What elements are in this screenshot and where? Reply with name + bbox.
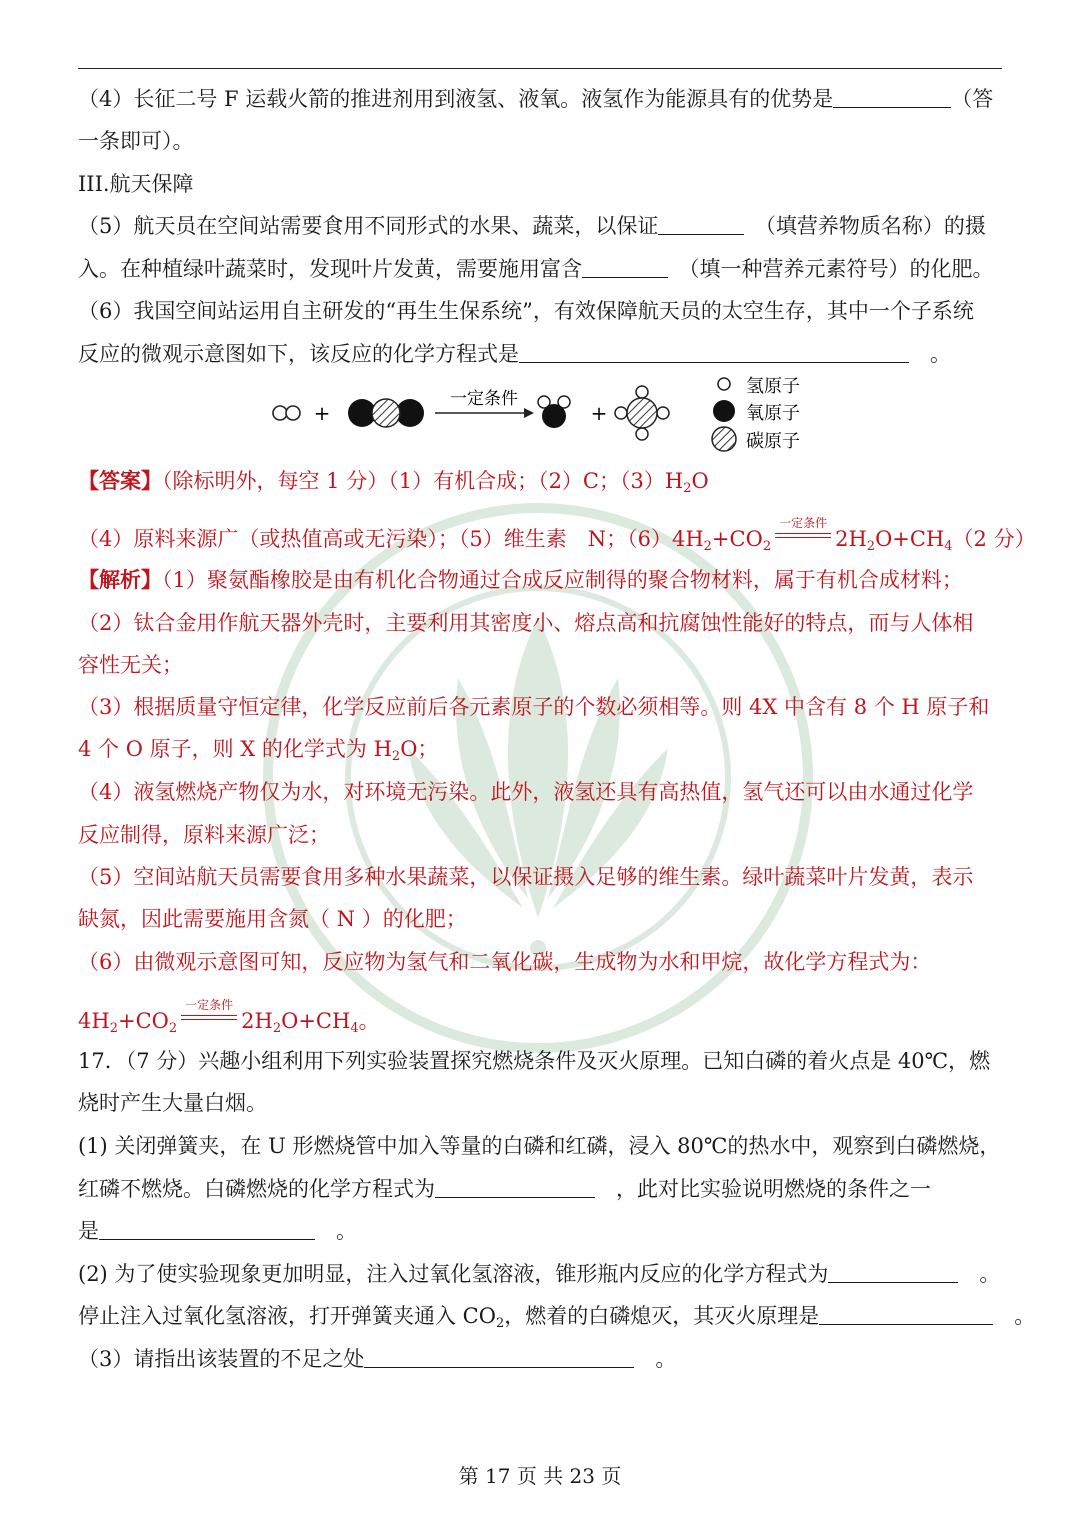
- legend-hydrogen: 氢原子: [746, 376, 800, 397]
- q17-part2-line2: 停止注入过氧化氢溶液，打开弹簧夹通入 $CO_2$，燃着的白磷熄灭，其灭火原理是 。: [78, 1304, 1036, 1331]
- q17-line1: 17．（7 分）兴趣小组利用下列实验装置探究燃烧条件及灭火原理。已知白磷的着火点是 40℃，燃: [78, 1049, 991, 1073]
- legend: [712, 376, 800, 452]
- analysis-line4: （3）根据质量守恒定律，化学反应前后各元素原子的个数必须相等。则 4X 中含有 8 个 H 原子和: [78, 695, 990, 719]
- analysis-line3: 容性无关；: [78, 653, 183, 677]
- q16-part4-line2: 一条即可）。: [78, 129, 194, 153]
- plus-sign: +: [590, 401, 608, 425]
- legend-oxygen: 氧原子: [746, 403, 800, 424]
- q16-part5-line1: （5）航天员在空间站需要食用不同形式的水果、蔬菜，以保证 （填营养物质名称）的摄: [78, 214, 986, 238]
- answer-blank[interactable]: [833, 85, 951, 108]
- q17-part1-line2: 红磷不燃烧。白磷燃烧的化学方程式为 ，此对比实验说明燃烧的条件之一: [78, 1177, 931, 1201]
- reaction-condition: 一定条件: [177, 1008, 241, 1028]
- analysis-line9: 缺氮，因此需要施用含氮（ N ）的化肥；: [78, 907, 467, 931]
- ch4-molecule-icon: [615, 386, 669, 440]
- h2o-molecule-icon: [538, 396, 570, 428]
- answer-blank[interactable]: [658, 212, 744, 235]
- answer-blank[interactable]: [435, 1175, 595, 1198]
- analysis-line10: （6）由微观示意图可知，反应物为氢气和二氧化碳，生成物为水和甲烷，故化学方程式为：: [78, 950, 932, 974]
- q16-part6-line1: （6）我国空间站运用自主研发的“再生生保系统”，有效保障航天员的太空生存，其中一个子系统: [78, 299, 974, 323]
- analysis-line2: （2）钛合金用作航天器外壳时，主要利用其密度小、熔点高和抗腐蚀性能好的特点，而与人体相: [78, 611, 974, 635]
- condition-label: 一定条件: [450, 389, 518, 409]
- answer-blank[interactable]: [519, 340, 909, 363]
- analysis-line6: （4）液氢燃烧产物仅为水，对环境无污染。此外，液氢还具有高热值，氢气还可以由水通过化学: [78, 780, 974, 804]
- analysis-line5: 4 个 O 原子，则 X 的化学式为 $H_2O$；: [78, 737, 439, 764]
- co2-molecule-icon: [348, 399, 424, 427]
- analysis-line7: 反应制得，原料来源广泛；: [78, 823, 330, 847]
- q16-part6-line2: 反应的微观示意图如下，该反应的化学方程式是 。: [78, 342, 951, 366]
- q17-part2-line1: (2) 为了使实验现象更加明显，注入过氧化氢溶液，锥形瓶内反应的化学方程式为 。: [78, 1262, 1001, 1286]
- section-heading: III.航天保障: [78, 172, 194, 196]
- plus-sign: +: [313, 401, 331, 425]
- answer-line1: 【答案】（除标明外，每空 1 分）（1）有机合成；（2）C；$(3)H_2O$: [78, 468, 709, 496]
- q17-part1-line3: 是 。: [78, 1219, 357, 1243]
- page-footer: 第 17 页 共 23 页: [458, 1464, 622, 1488]
- reaction-diagram: [262, 372, 822, 458]
- analysis-equation: $4H_2+CO_2$ 一定条件 $2H_2O+CH_4$。: [78, 998, 380, 1036]
- q17-part3: （3）请指出该装置的不足之处 。: [78, 1347, 677, 1371]
- arrow-icon: [435, 408, 534, 418]
- answer-line2: （4）原料来源广（或热值高或无污染）；（5）维生素 N；$(6)4H_2+CO_2$ 一定条件 $2H_2O+CH_4(2$ 分）: [78, 516, 1036, 554]
- answer-blank[interactable]: [99, 1217, 315, 1240]
- top-rule: [78, 68, 1002, 69]
- analysis-line1: 【解析】（1）聚氨酯橡胶是由有机化合物通过合成反应制得的聚合物材料，属于有机合成材料；: [78, 567, 963, 592]
- carbon-atom-icon: [712, 427, 736, 451]
- reaction-condition: 一定条件: [771, 526, 835, 546]
- h2-molecule-icon: [273, 406, 300, 420]
- legend-carbon: 碳原子: [746, 431, 800, 452]
- answer-blank[interactable]: [828, 1260, 958, 1283]
- answer-blank[interactable]: [582, 255, 668, 278]
- answer-blank[interactable]: [364, 1345, 634, 1368]
- q17-line2: 烧时产生大量白烟。: [78, 1091, 267, 1115]
- analysis-line8: （5）空间站航天员需要食用多种水果蔬菜，以保证摄入足够的维生素。绿叶蔬菜叶片发黄，表示: [78, 865, 974, 889]
- q16-part5-line2: 入。在种植绿叶蔬菜时，发现叶片发黄，需要施用富含 （填一种营养元素符号）的化肥。: [78, 257, 994, 281]
- q16-part4-line1: （4）长征二号 F 运载火箭的推进剂用到液氢、液氧。液氢作为能源具有的优势是 （答: [78, 87, 994, 111]
- answer-blank[interactable]: [819, 1302, 993, 1325]
- q17-part1-line1: (1) 关闭弹簧夹，在 U 形燃烧管中加入等量的白磷和红磷，浸入 80℃的热水中，观察到白磷燃烧，: [78, 1134, 1001, 1158]
- hydrogen-atom-icon: [718, 378, 730, 390]
- oxygen-atom-icon: [713, 400, 735, 422]
